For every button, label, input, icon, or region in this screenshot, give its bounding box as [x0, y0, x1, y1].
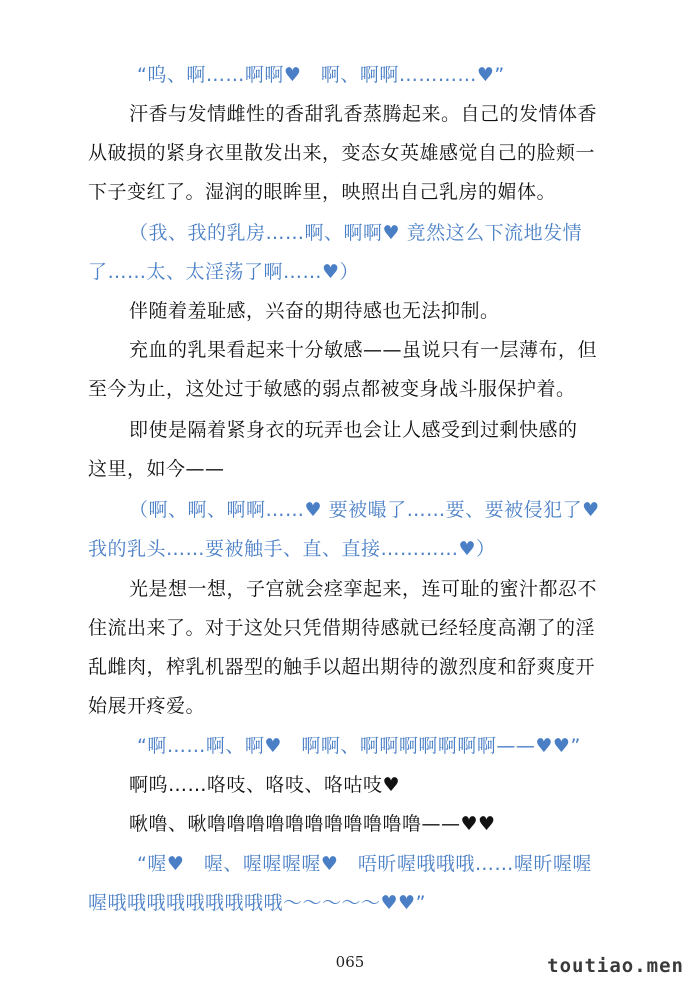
text-line: 住流出来了。对于这处只凭借期待感就已经轻度高潮了的淫: [88, 617, 596, 639]
text-line: 啊呜……咯吱、咯吱、咯咕吱♥: [129, 774, 401, 796]
text-line: 始展开疼爱。: [88, 695, 206, 717]
text-line: （我、我的乳房……啊、啊啊♥ 竟然这么下流地发情: [129, 222, 583, 244]
text-line: 了……太、太淫荡了啊……♥）: [88, 261, 360, 283]
text-line: 喔哦哦哦哦哦哦哦哦哦～～～～～♥♥”: [88, 892, 426, 914]
text-line: 我的乳头……要被触手、直、直接…………♥）: [88, 538, 496, 560]
text-line: 汗香与发情雌性的香甜乳香蒸腾起来。自己的发情体香: [129, 103, 598, 125]
text-line: “呜、啊……啊啊♥ 啊、啊啊…………♥”: [137, 64, 505, 86]
text-line: 光是想一想，子宫就会痉挛起来，连可耻的蜜汁都忍不: [129, 578, 598, 600]
text-line: 下子变红了。湿润的眼眸里，映照出自己乳房的媚体。: [88, 181, 557, 203]
text-line: “啊……啊、啊♥ 啊啊、啊啊啊啊啊啊啊——♥♥”: [137, 735, 581, 757]
text-line: 至今为止，这处过于敏感的弱点都被变身战斗服保护着。: [88, 378, 576, 400]
text-line: 充血的乳果看起来十分敏感——虽说只有一层薄布，但: [129, 339, 598, 361]
site-watermark: toutiao.men: [539, 953, 692, 979]
text-line: 这里，如今——: [88, 458, 225, 480]
text-line: （啊、啊、啊啊……♥ 要被嘬了……要、要被侵犯了♥: [129, 499, 600, 521]
text-line: 啾噜、啾噜噜噜噜噜噜噜噜噜噜噜——♥♥: [129, 813, 496, 835]
text-line: 乱雌肉，榨乳机器型的触手以超出期待的激烈度和舒爽度开: [88, 656, 596, 678]
text-line: 从破损的紧身衣里散发出来，变态女英雄感觉自己的脸颊一: [88, 142, 596, 164]
text-line: 即使是隔着紧身衣的玩弄也会让人感受到过剩快感的: [129, 419, 578, 441]
text-line: “喔♥ 喔、喔喔喔喔♥ 唔昕喔哦哦哦……喔昕喔喔: [137, 853, 592, 875]
page-number: 065: [335, 953, 365, 971]
text-line: 伴随着羞耻感，兴奋的期待感也无法抑制。: [129, 300, 500, 322]
